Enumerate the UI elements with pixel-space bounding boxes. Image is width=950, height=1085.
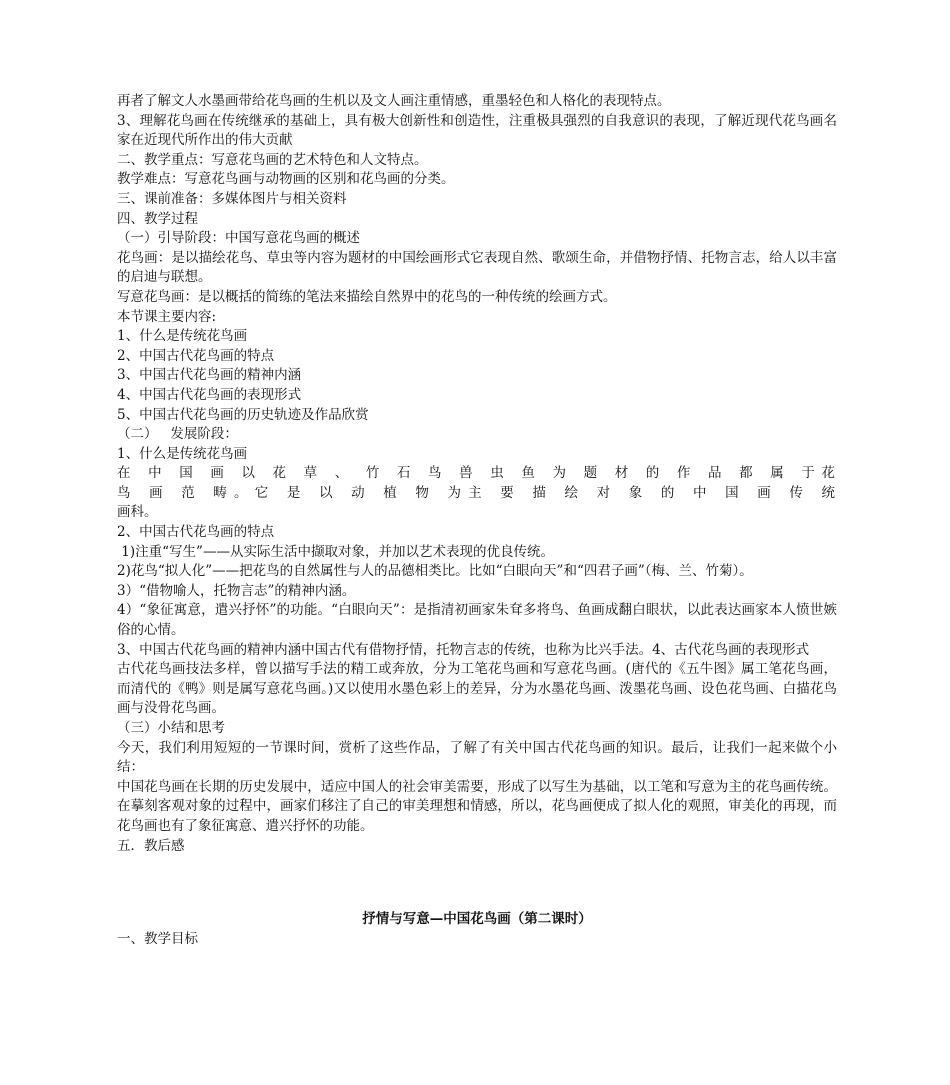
text-line: 1)注重“写生”——从实际生活中撷取对象，并加以艺术表现的优良传统。 — [117, 543, 554, 560]
text-line: 写意花鸟画：是以概括的简练的笔法来描绘自然界中的花鸟的一种传统的绘画方式。 — [117, 288, 617, 305]
text-line: 1、什么是传统花鸟画 — [117, 445, 248, 462]
spacer — [117, 856, 837, 910]
text-line: 在 中 国 画 以 花 草 、 竹 石 鸟 兽 虫 鱼 为 题 材 的 作 品 都 属 于花 — [117, 465, 837, 482]
text-line: 3、理解花鸟画在传统继承的基础上，具有极大创新性和创造性，注重极具强烈的自我意识的表现，了解近现代花鸟画名家在近现代所作出的伟大贡献 — [117, 112, 837, 149]
text-line: 2、中国古代花鸟画的特点 — [117, 524, 275, 541]
lesson-title: 抒情与写意—中国花鸟画（第二课时） — [362, 911, 592, 928]
text-line: 4）“象征寓意，遣兴抒怀”的功能。“白眼向天”：是指清初画家朱耷多将鸟、鱼画成翻白眼状，以此表达画家本人愤世嫉俗的心情。 — [117, 602, 837, 639]
text-line: 五．教后感 — [117, 837, 185, 854]
text-line: 本节课主要内容: — [117, 308, 217, 325]
text-line: 5、中国古代花鸟画的历史轨迹及作品欣赏 — [117, 406, 369, 423]
text-line: 教学难点：写意花鸟画与动物画的区别和花鸟画的分类。 — [117, 171, 455, 188]
text-line: 三、课前准备：多媒体图片与相关资料 — [117, 190, 347, 207]
text-line: 2)花鸟“拟人化”——把花鸟的自然属性与人的品德相类比。比如“白眼向天”和“四君子画”（梅、兰、竹菊）。 — [117, 563, 753, 580]
text-line: 鸟 画 范 畴。它 是 以 动 植 物 为主 要 描 绘 对 象 的 中 国 画 传 统 — [117, 484, 837, 501]
text-line: 二、教学重点：写意花鸟画的艺术特色和人文特点。 — [117, 151, 428, 168]
text-line: 中国花鸟画在长期的历史发展中，适应中国人的社会审美需要，形成了以写生为基础，以工笔和写意为主的花鸟画传统。在摹刻客观对象的过程中，画家们移注了自己的审美理想和情感，所以，花鸟画便成了拟人化的观照，审美化的再现，而花鸟画也有了象征寓意、遣兴抒怀的功能。 — [117, 778, 837, 834]
text-line: 1、什么是传统花鸟画 — [117, 328, 248, 345]
text-line: （一）引导阶段：中国写意花鸟画的概述 — [117, 230, 360, 247]
text-line: 一、教学目标 — [117, 930, 198, 947]
text-line: 古代花鸟画技法多样，曾以描写手法的精工或奔放，分为工笔花鸟画和写意花鸟画。(唐代的《五牛图》属工笔花鸟画，而清代的《鸭》则是属写意花鸟画。)又以使用水墨色彩上的差异，分为水墨花鸟画、泼墨花鸟画、设色花鸟画、白描花鸟画与没骨花鸟画。 — [117, 661, 837, 717]
text-line: 2、中国古代花鸟画的特点 — [117, 347, 275, 364]
text-line: 四、教学过程 — [117, 210, 198, 227]
text-line: 花鸟画：是以描绘花鸟、草虫等内容为题材的中国绘画形式它表现自然、歌颂生命，并借物抒情、托物言志，给人以丰富的启迪与联想。 — [117, 249, 837, 286]
text-line: 再者了解文人水墨画带给花鸟画的生机以及文人画注重情感，重墨轻色和人格化的表现特点。 — [117, 93, 671, 109]
text-line: 今天，我们利用短短的一节课时间，赏析了这些作品，了解了有关中国古代花鸟画的知识。最后，让我们一起来做个小结： — [117, 739, 837, 776]
document-page — [117, 92, 837, 949]
text-line: （二） 发展阶段： — [117, 426, 238, 443]
text-line: 3、中国古代花鸟画的精神内涵中国古代有借物抒情，托物言志的传统，也称为比兴手法。4、古代花鸟画的表现形式 — [117, 641, 810, 658]
text-line: 3、中国古代花鸟画的精神内涵 — [117, 367, 302, 384]
text-line: 4、中国古代花鸟画的表现形式 — [117, 386, 302, 403]
text-line: 画科。 — [117, 504, 158, 521]
text-line: （三）小结和思考 — [117, 720, 225, 736]
text-line: 3）“借物喻人，托物言志”的精神内涵。 — [117, 582, 356, 599]
